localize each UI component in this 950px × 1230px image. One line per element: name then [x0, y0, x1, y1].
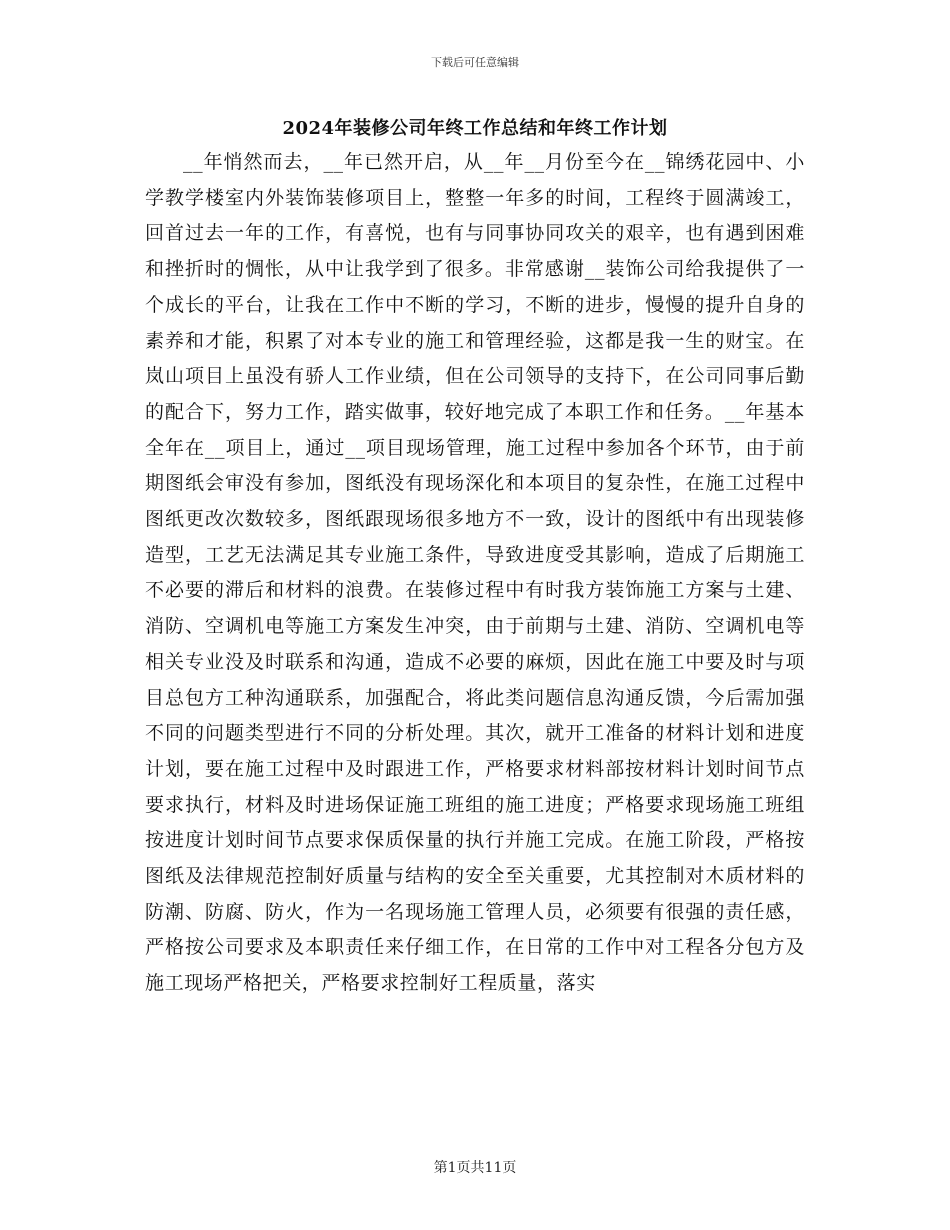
body-paragraph: __年悄然而去，__年已然开启，从__年__月份至今在__锦绣花园中、小学教学楼室内外装饰装修项目上，整整一年多的时间，工程终于圆满竣工，回首过去一年的工作，有喜悦，也有与同事协同攻关的艰辛，也有遇到困难和挫折时的惆怅，从中让我学到了很多。非常感谢__装饰公司给我提供了一个成长的平台，让我在工作中不断的学习，不断的进步，慢慢的提升自身的素养和才能，积累了对本专业的施工和管理经验，这都是我一生的财宝。在岚山项目上虽没有骄人工作业绩，但在公司领导的支持下，在公司同事后勤的配合下，努力工作，踏实做事，较好地完成了本职工作和任务。__年基本全年在__项目上，通过__项目现场管理，施工过程中参加各个环节，由于前期图纸会审没有参加，图纸没有现场深化和本项目的复杂性，在施工过程中图纸更改次数较多，图纸跟现场很多地方不一致，设计的图纸中有出现装修造型，工艺无法满足其专业施工条件，导致进度受其影响，造成了后期施工不必要的滞后和材料的浪费。在装修过程中有时我方装饰施工方案与土建、消防、空调机电等施工方案发生冲突，由于前期与土建、消防、空调机电等相关专业没及时联系和沟通，造成不必要的麻烦，因此在施工中要及时与项目总包方工种沟通联系，加强配合，将此类问题信息沟通反馈，今后需加强不同的问题类型进行不同的分析处理。其次，就开工准备的材料计划和进度计划，要在施工过程中及时跟进工作，严格要求材料部按材料计划时间节点要求执行，材料及时进场保证施工班组的施工进度；严格要求现场施工班组按进度计划时间节点要求保质保量的执行并施工完成。在施工阶段，严格按图纸及法律规范控制好质量与结构的安全至关重要，尤其控制对木质材料的防潮、防腐、防火，作为一名现场施工管理人员，必须要有很强的责任感，严格按公司要求及本职责任来仔细工作，在日常的工作中对工程各分包方及施工现场严格把关，严格要求控制好工程质量，落实	[145, 151, 805, 995]
document-title: 2024年装修公司年终工作总结和年终工作计划	[282, 118, 668, 139]
header-note: 下载后可任意编辑	[431, 56, 519, 69]
page-number: 第1页共11页	[433, 1160, 517, 1176]
